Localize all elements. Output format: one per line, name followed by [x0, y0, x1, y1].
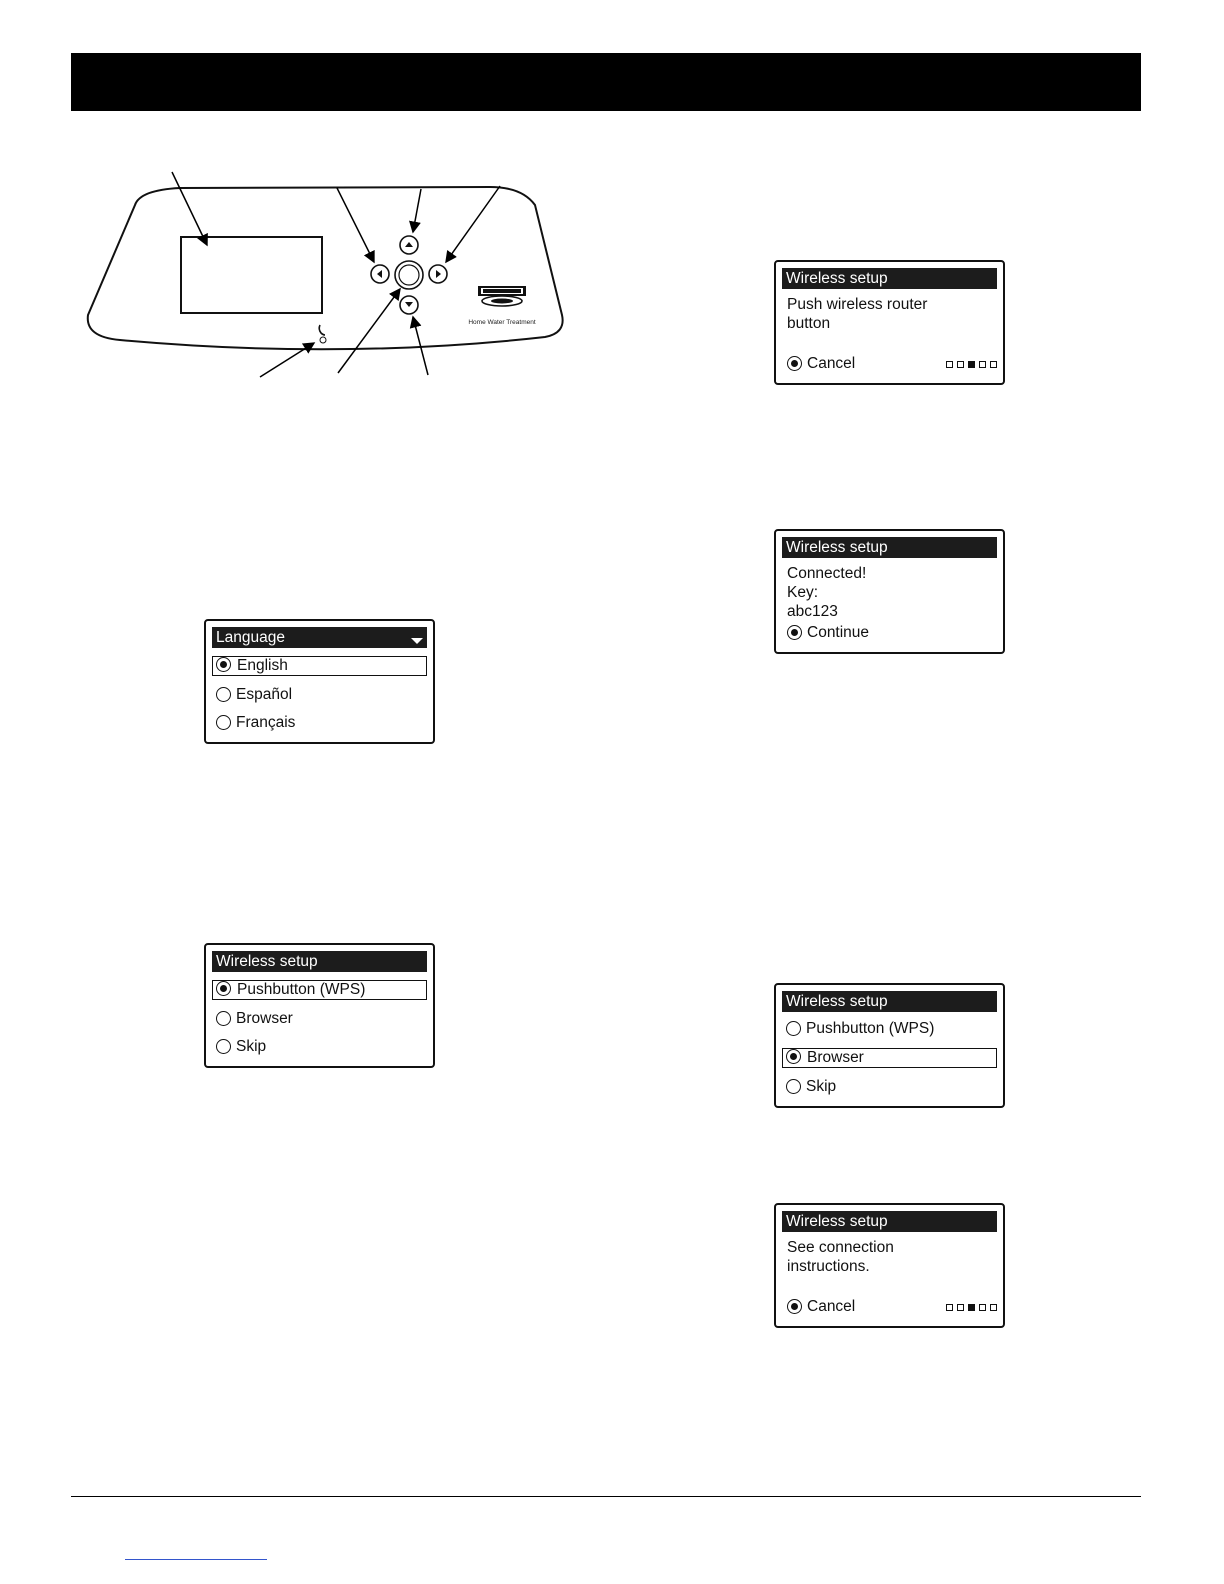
cancel-option[interactable]: Cancel [787, 355, 855, 373]
logo-caption: Home Water Treatment [468, 319, 536, 326]
footer-rule [71, 1496, 1141, 1497]
continue-option[interactable]: Continue [787, 624, 869, 642]
progress-indicator [946, 1304, 997, 1311]
progress-dot [990, 361, 997, 368]
indicator-light [320, 337, 326, 343]
progress-dot-current [968, 1304, 975, 1311]
radio-selected-icon [786, 1049, 801, 1064]
wireless-instructions-screen [774, 1203, 1005, 1328]
radio-icon [786, 1021, 801, 1036]
option-browser[interactable]: Browser [782, 1048, 997, 1068]
progress-dot [946, 1304, 953, 1311]
radio-icon [216, 1039, 231, 1054]
option-francais[interactable]: Français [212, 714, 427, 734]
radio-selected-icon [787, 356, 802, 371]
option-browser[interactable]: Browser [212, 1010, 427, 1030]
cancel-option[interactable]: Cancel [787, 1298, 855, 1316]
screen-title: Wireless setup [782, 1211, 997, 1232]
radio-selected-icon [787, 625, 802, 640]
key-value: abc123 [787, 603, 838, 620]
wireless-menu-browser-screen [774, 983, 1005, 1108]
brand-logo [478, 286, 526, 306]
wireless-connected-screen [774, 529, 1005, 654]
screen-message: See connection instructions. [787, 1239, 894, 1275]
wireless-menu-wps-screen [204, 943, 435, 1068]
option-skip[interactable]: Skip [782, 1078, 997, 1098]
radio-selected-icon [787, 1299, 802, 1314]
radio-icon [786, 1079, 801, 1094]
option-pushbutton-wps[interactable]: Pushbutton (WPS) [212, 980, 427, 1000]
header-bar [71, 53, 1141, 111]
progress-indicator [946, 361, 997, 368]
option-pushbutton-wps[interactable]: Pushbutton (WPS) [782, 1020, 997, 1040]
progress-dot [979, 361, 986, 368]
radio-selected-icon [216, 657, 231, 672]
option-espanol[interactable]: Español [212, 686, 427, 706]
screen-title: Wireless setup [782, 991, 997, 1012]
option-skip[interactable]: Skip [212, 1038, 427, 1058]
radio-selected-icon [216, 981, 231, 996]
progress-dot [979, 1304, 986, 1311]
option-english[interactable]: English [212, 656, 427, 676]
progress-dot [957, 1304, 964, 1311]
radio-icon [216, 1011, 231, 1026]
radio-icon [216, 687, 231, 702]
footer-link-underline[interactable] [125, 1559, 267, 1560]
screen-title: Wireless setup [782, 537, 997, 558]
progress-dot-current [968, 361, 975, 368]
radio-icon [216, 715, 231, 730]
progress-dot [990, 1304, 997, 1311]
control-panel-diagram [80, 165, 580, 380]
connected-status: Connected! [787, 565, 867, 582]
screen-title: Language [212, 627, 427, 648]
language-screen [204, 619, 435, 744]
screen-message: Push wireless router button [787, 296, 928, 332]
chevron-down-icon [411, 638, 423, 644]
screen-title: Wireless setup [782, 268, 997, 289]
wireless-push-screen [774, 260, 1005, 385]
key-label: Key: [787, 584, 819, 601]
progress-dot [957, 361, 964, 368]
display-window [181, 237, 322, 313]
screen-title: Wireless setup [212, 951, 427, 972]
progress-dot [946, 361, 953, 368]
